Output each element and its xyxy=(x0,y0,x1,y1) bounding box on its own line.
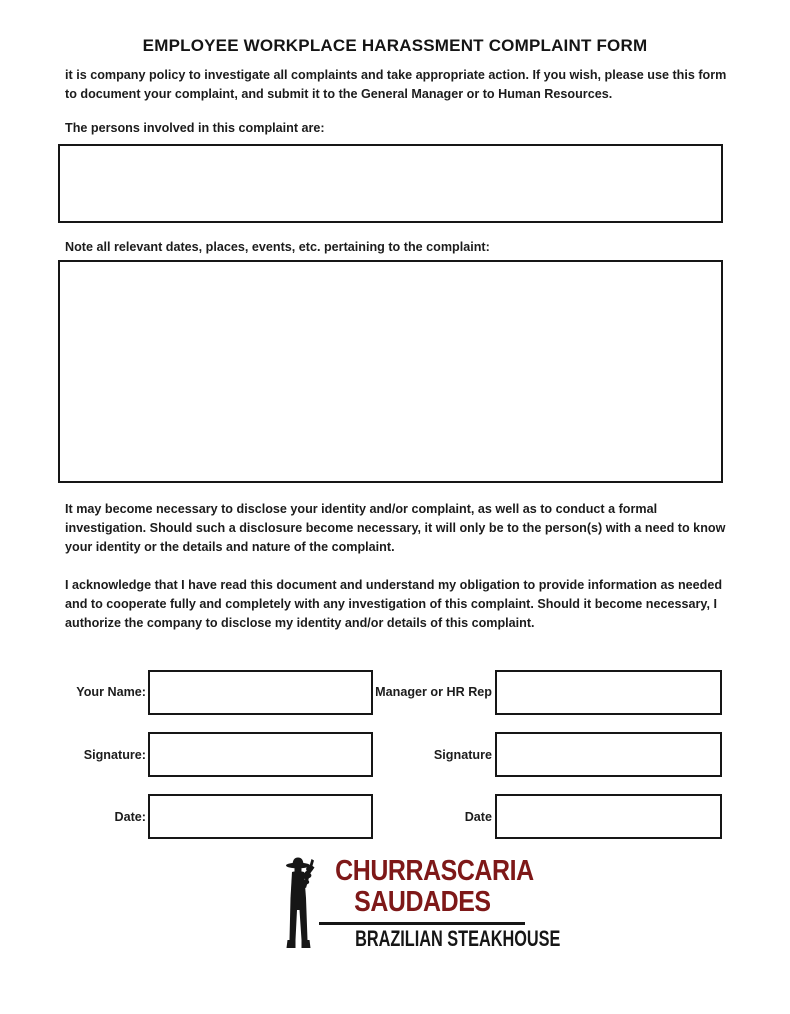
brand-name-line1: CHURRASCARIA xyxy=(335,855,534,887)
manager-date-field[interactable] xyxy=(495,794,722,839)
manager-date-label: Date xyxy=(464,810,492,824)
manager-hr-rep-field[interactable] xyxy=(495,670,722,715)
brand-name-line2: SAUDADES xyxy=(353,886,491,918)
disclosure-paragraph: It may become necessary to disclose your identity and/or complaint, as well as to conduct a formal investigation. Should such a disclosure become necessary, it will only be to the person(s) with a need to know your identity or the details and nature of the complaint. xyxy=(65,502,726,554)
brand-logo-text xyxy=(319,855,561,951)
gaucho-silhouette-icon xyxy=(284,856,318,952)
employee-date-label: Date: xyxy=(114,810,146,824)
manager-signature-label: Signature xyxy=(433,748,492,762)
page-title: EMPLOYEE WORKPLACE HARASSMENT COMPLAINT FORM xyxy=(142,36,648,55)
persons-involved-label: The persons involved in this complaint are: xyxy=(65,121,325,135)
brand-tagline: BRAZILIAN STEAKHOUSE xyxy=(355,926,561,951)
intro-text: it is company policy to investigate all complaints and take appropriate action. If you wish, please use this form to document your complaint, and submit it to the General Manager or to Human Resources. xyxy=(65,68,727,101)
complaint-details-label: Note all relevant dates, places, events, etc. pertaining to the complaint: xyxy=(65,240,490,254)
acknowledgement-paragraph: I acknowledge that I have read this document and understand my obligation to provide information as needed and to cooperate fully and completely with any investigation of this complaint. Should it become necessary, I authorize the company to disclose my identity and/or details of this complaint. xyxy=(65,578,723,630)
employee-signature-label: Signature: xyxy=(83,748,146,762)
persons-involved-field[interactable] xyxy=(58,144,723,223)
your-name-label: Your Name: xyxy=(76,685,146,699)
manager-hr-rep-label: Manager or HR Rep xyxy=(375,685,492,699)
brand-logo xyxy=(284,855,561,952)
complaint-details-field[interactable] xyxy=(58,260,723,483)
logo-divider xyxy=(319,922,525,925)
manager-signature-field[interactable] xyxy=(495,732,722,777)
